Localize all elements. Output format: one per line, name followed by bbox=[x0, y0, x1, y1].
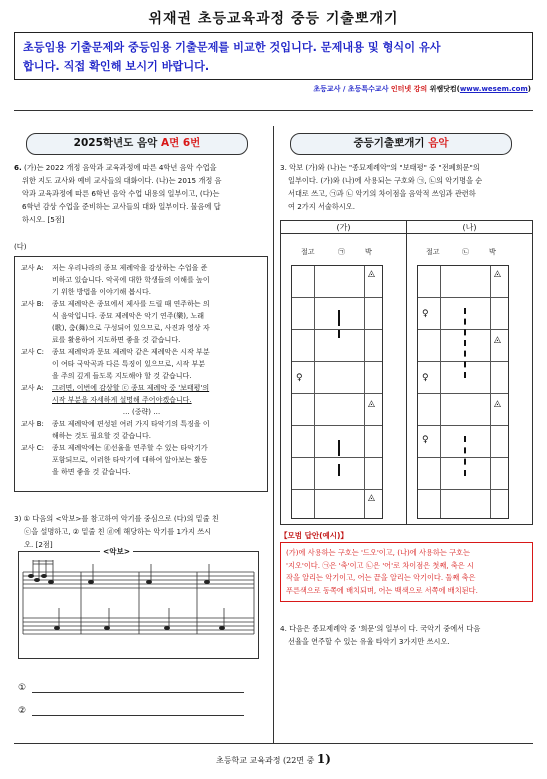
dialog-speaker: 교사 B: bbox=[21, 300, 44, 308]
right-heading-highlight: 음악 bbox=[428, 137, 449, 149]
intro-line-1: 초등임용 기출문제와 중등임용 기출문제를 비교한 것입니다. 문제내용 및 형식이 유사 bbox=[23, 41, 441, 54]
right-heading-prefix: 중등기출뽀개기 bbox=[353, 137, 425, 149]
column-divider bbox=[273, 126, 274, 743]
bak-mark-icon: ◬ bbox=[368, 269, 375, 279]
dialog-line: 비하고 있습니다. 악곡에 대한 학생들의 이해를 높이 bbox=[52, 276, 210, 284]
left-question bbox=[14, 161, 270, 226]
left-q-line-1: 위한 지도 교사와 예비 교사들의 대화이다. (나)는 2015 개정 음 bbox=[22, 176, 222, 185]
dialog-speaker: 교사 C: bbox=[21, 348, 44, 356]
answer-2-line[interactable] bbox=[32, 715, 244, 716]
dialog-line: 저는 우리나라의 종묘 제례악을 감상하는 수업을 준 bbox=[52, 264, 208, 272]
eo-stroke-mark bbox=[464, 308, 466, 378]
header-divider bbox=[14, 110, 533, 111]
score-ga-grid bbox=[291, 265, 383, 519]
left-q-line-0: (가)는 2022 개정 음악과 교육과정에 따른 4학년 음악 수업을 bbox=[24, 163, 217, 172]
dialog-line: 기 위한 방법을 이야기해 봅시다. bbox=[52, 288, 152, 296]
answer-line-2: 작을 알리는 악기이고, 어는 끝을 알리는 악기이다. 둘째 축은 bbox=[286, 573, 476, 582]
chuk-stroke-mark bbox=[338, 440, 340, 456]
answer-1-label: ① bbox=[18, 683, 27, 693]
dialog-row bbox=[21, 262, 262, 298]
right-q3-line-3: 여 2가지 서술하시오. bbox=[288, 202, 355, 211]
dialog-ellipsis: … (중략) … bbox=[122, 408, 161, 416]
dialog-line: 해하는 것도 필요할 것 같습니다. bbox=[52, 432, 152, 440]
left-heading-highlight: A면 6번 bbox=[160, 137, 201, 149]
dialog-line: 종묘 제례악은 종묘에서 제사를 드릴 때 연주하는 의 bbox=[52, 300, 210, 308]
dialog-line: 종묘 제례악에 편성된 여러 가지 타악기의 특징을 이 bbox=[52, 420, 210, 428]
eo-stroke-mark bbox=[464, 436, 466, 476]
score-table bbox=[280, 220, 533, 525]
dialog-line: (歌), 춤(舞)으로 구성되어 있으므로, 사진과 영상 자 bbox=[52, 324, 210, 332]
footer-text: 초등학교 교육과정 (22면 중 bbox=[216, 756, 315, 765]
dialog-speaker: 교사 A: bbox=[21, 264, 44, 272]
answer-line-0: (가)에 사용하는 구호는 '드오'이고, (나)에 사용하는 구호는 bbox=[286, 548, 470, 557]
dialog-line: 식 음악입니다. 종묘 제례악은 악기 연주(樂), 노래 bbox=[52, 312, 204, 320]
intro-line-2: 합니다. 직접 확인해 보시기 바랍니다. bbox=[23, 60, 210, 73]
dialog-line: 을 주의 깊게 들도록 지도해야 할 것 같습니다. bbox=[52, 372, 192, 380]
dialog-row bbox=[21, 382, 262, 406]
left-q-line-3: 6학년 감상 수업을 준비하는 교사들의 대화 일부이다. 물음에 답 bbox=[22, 202, 221, 211]
dialog-line-underlined: 시작 부분을 자세하게 설명해 주어야겠습니다. bbox=[52, 396, 192, 404]
chuk-stroke-mark bbox=[338, 464, 340, 476]
bak-mark-icon: ◬ bbox=[494, 335, 501, 345]
score-label: <악보> bbox=[100, 546, 133, 557]
left-q3-line-0: 3) ① 다음의 <악보>를 참고하여 악기를 중심으로 (다)의 밑줄 친 bbox=[14, 514, 219, 523]
table-head-na-label: (나) bbox=[462, 223, 477, 232]
left-q3-line-2: 오. [2점] bbox=[24, 540, 53, 549]
dialog-row bbox=[21, 418, 262, 442]
dialog-row bbox=[21, 346, 262, 382]
jeolgo-mark-icon: ♀ bbox=[422, 309, 429, 319]
table-ga-sub-2: 박 bbox=[365, 248, 372, 256]
dialog-line: 을 하면 좋을 것 같습니다. bbox=[52, 468, 131, 476]
dialog-speaker: 교사 A: bbox=[21, 384, 44, 392]
bak-mark-icon: ◬ bbox=[368, 399, 375, 409]
answer-label: 【모범 답안(예시)】 bbox=[280, 531, 348, 540]
dialog-box bbox=[14, 256, 268, 492]
footer-divider bbox=[14, 743, 533, 744]
left-q3-line-1: ⓒ을 설명하고, ② 밑줄 친 ⓓ에 해당하는 악기를 1가지 쓰시 bbox=[24, 527, 212, 536]
left-q-number: 6. bbox=[14, 163, 22, 172]
music-score-image bbox=[19, 552, 258, 658]
right-question bbox=[280, 161, 535, 213]
right-question-4 bbox=[280, 622, 535, 648]
credit-link[interactable]: www.wesem.com bbox=[459, 85, 528, 93]
dialog-speaker: 교사 B: bbox=[21, 420, 44, 428]
bak-mark-icon: ◬ bbox=[368, 493, 375, 503]
answer-box bbox=[280, 542, 533, 602]
table-na-sub-1: ㉡ bbox=[462, 248, 469, 256]
left-q-line-4: 하시오. [5점] bbox=[22, 215, 65, 224]
intro-box bbox=[14, 32, 533, 80]
dialog-row bbox=[21, 298, 262, 346]
credit-part4: ) bbox=[527, 85, 531, 93]
credit-part3: 위쌤닷컴( bbox=[429, 85, 460, 93]
right-q3-line-2: 서대로 쓰고, ㉠과 ㉡ 악기의 차이점을 음악적 쓰임과 관련하 bbox=[288, 189, 476, 198]
sub-label: (다) bbox=[14, 242, 27, 251]
answer-2-label: ② bbox=[18, 706, 27, 716]
chuk-stroke-mark bbox=[338, 330, 340, 338]
answer-line-3: 푸른색으로 동쪽에 배치되며, 어는 백색으로 서쪽에 배치된다. bbox=[286, 585, 478, 595]
left-heading-prefix: 2025학년도 음악 bbox=[73, 137, 158, 149]
credit-part1: 초등교사 / 초등특수교사 bbox=[313, 85, 389, 93]
page-title: 위재권 초등교육과정 중등 기출뽀개기 bbox=[148, 11, 399, 27]
right-q3-line-1: 일부이다. (가)와 (나)에 사용되는 구호와 ㉠, ㉡의 악기명을 순 bbox=[288, 176, 483, 185]
table-head-ga-label: (가) bbox=[336, 223, 351, 232]
dialog-line: 종묘 제례악과 문묘 제례악 같은 제례악은 시작 부분 bbox=[52, 348, 210, 356]
left-sub-question bbox=[14, 512, 270, 551]
footer bbox=[0, 752, 547, 766]
table-na-sub-0: 절고 bbox=[426, 248, 440, 256]
dialog-row bbox=[21, 442, 262, 478]
dialog-line: 포함되므로, 이러한 타악기에 대하여 알아보는 활동 bbox=[52, 456, 208, 464]
dialog-line: 이 여타 국악곡과 다른 특징이 있으므로, 시작 부분 bbox=[52, 360, 206, 368]
dialog-line: 료를 활용하여 지도하면 좋을 것 같습니다. bbox=[52, 336, 181, 344]
answer-1-line[interactable] bbox=[32, 692, 244, 693]
right-q3-line-0: 3. 악보 (가)와 (나)는 "종묘제례악"의 "보태평" 중 "전폐희문"의 bbox=[280, 163, 480, 172]
right-q4-line-0: 4. 다음은 종묘제례악 중 '희문'의 일부이 다. 국악기 중에서 다음 bbox=[280, 624, 481, 633]
dialog-speaker: 교사 C: bbox=[21, 444, 44, 452]
credit-line bbox=[313, 84, 531, 94]
right-q4-line-1: 선율을 연주할 수 있는 유율 타악기 3가지만 쓰시오. bbox=[288, 637, 450, 646]
table-ga-sub-1: ㉠ bbox=[338, 248, 345, 256]
jeolgo-mark-icon: ♀ bbox=[296, 373, 303, 383]
left-heading bbox=[26, 133, 248, 155]
answer-line-1: '지오'이다. ㉠은 '축'이고 ㉡은 '어'로 차이점은 첫째, 축은 시 bbox=[286, 560, 474, 570]
table-ga-sub-0: 절고 bbox=[301, 248, 315, 256]
bak-mark-icon: ◬ bbox=[494, 399, 501, 409]
chuk-stroke-mark bbox=[338, 310, 340, 326]
page-number: 1) bbox=[316, 752, 331, 766]
jeolgo-mark-icon: ♀ bbox=[422, 373, 429, 383]
score-na-grid bbox=[417, 265, 509, 519]
table-na-sub-2: 박 bbox=[489, 248, 496, 256]
dialog-line: 종묘 제례악에는 ⓓ선율을 연주할 수 있는 타악기가 bbox=[52, 444, 208, 452]
left-q-line-2: 악과 교육과정에 따른 6학년 음악 수업 내용의 일부이고, (다)는 bbox=[22, 189, 220, 198]
table-mid-line bbox=[406, 233, 407, 525]
right-heading bbox=[290, 133, 512, 155]
dialog-line-underlined: 그러면, 이번에 감상할 ⓒ 종묘 제례악 중 '보태평'의 bbox=[52, 384, 210, 392]
jeolgo-mark-icon: ♀ bbox=[422, 435, 429, 445]
credit-part2: 인터넷 강의 bbox=[390, 85, 428, 93]
bak-mark-icon: ◬ bbox=[494, 269, 501, 279]
score-box bbox=[18, 551, 259, 659]
